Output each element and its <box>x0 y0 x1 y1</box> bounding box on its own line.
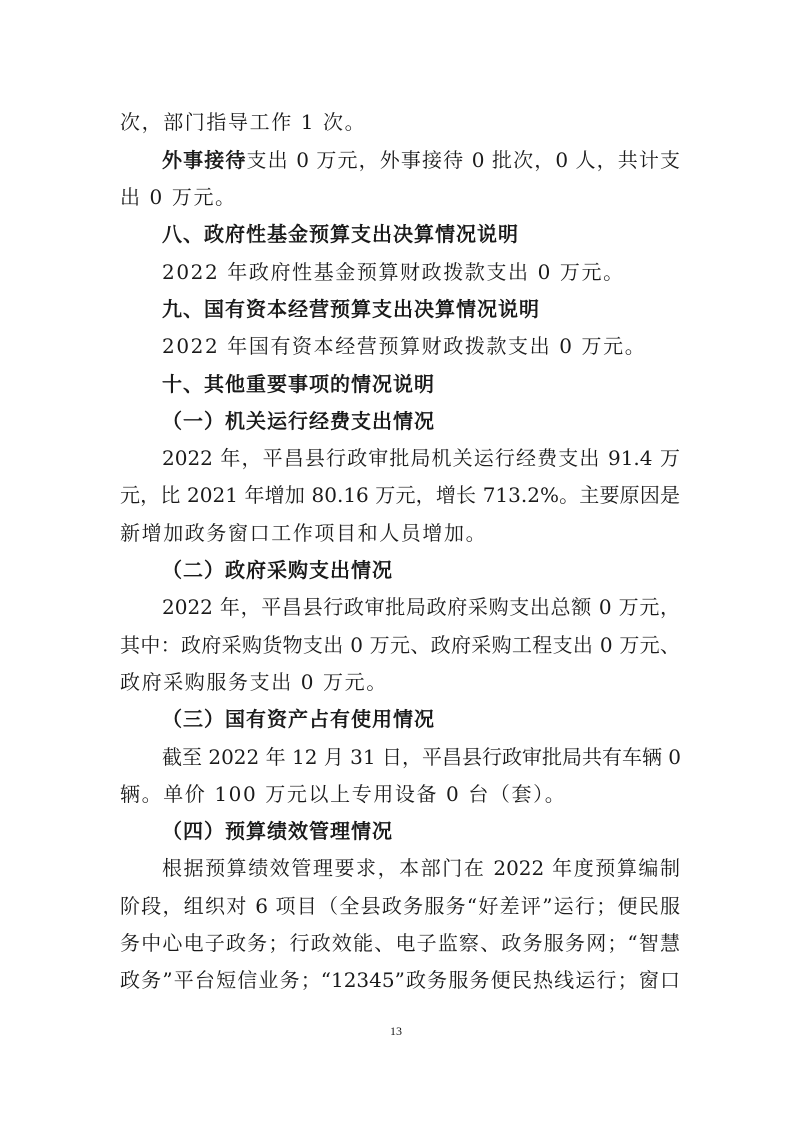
subsection-heading: （四）预算绩效管理情况 <box>162 819 393 843</box>
paragraph-line: 务中心电子政务；行政效能、电子监察、政务服务网；“智慧 <box>120 931 680 955</box>
paragraph-line: 辆。单价 100 万元以上专用设备 0 台（套）。 <box>120 782 567 806</box>
paragraph-line: 政府采购服务支出 0 万元。 <box>120 670 388 694</box>
paragraph-line <box>162 148 680 172</box>
paragraph-line: 其中：政府采购货物支出 0 万元、政府采购工程支出 0 万元、 <box>120 633 680 657</box>
paragraph-line: 元，比 2021 年增加 80.16 万元，增长 713.2%。主要原因是 <box>120 483 680 507</box>
paragraph-text: 支出 0 万元，外事接待 0 批次，0 人，共计支 <box>246 148 681 172</box>
section-heading: 九、国有资本经营预算支出决算情况说明 <box>162 297 540 321</box>
paragraph-line: 2022 年，平昌县行政审批局机关运行经费支出 91.4 万 <box>162 446 680 470</box>
paragraph-line: 2022 年，平昌县行政审批局政府采购支出总额 0 万元， <box>162 595 680 619</box>
paragraph-line: 2022 年政府性基金预算财政拨款支出 0 万元。 <box>162 260 625 284</box>
page-number: 13 <box>390 1024 402 1038</box>
paragraph-line: 阶段，组织对 6 项目（全县政务服务“好差评”运行；便民服 <box>120 894 680 918</box>
subsection-heading: （一）机关运行经费支出情况 <box>162 409 435 433</box>
paragraph-line: 出 0 万元。 <box>120 185 237 209</box>
paragraph-line: 截至 2022 年 12 月 31 日，平昌县行政审批局共有车辆 0 <box>162 745 682 769</box>
paragraph-line: 根据预算绩效管理要求，本部门在 2022 年度预算编制 <box>162 856 680 880</box>
section-heading: 十、其他重要事项的情况说明 <box>162 372 435 396</box>
subsection-heading: （二）政府采购支出情况 <box>162 558 393 582</box>
paragraph-line: 新增加政务窗口工作项目和人员增加。 <box>120 521 488 545</box>
paragraph-line: 2022 年国有资本经营预算财政拨款支出 0 万元。 <box>162 334 647 358</box>
bold-term: 外事接待 <box>162 148 247 172</box>
paragraph-line: 政务”平台短信业务；“12345”政务服务便民热线运行；窗口 <box>120 968 680 992</box>
section-heading: 八、政府性基金预算支出决算情况说明 <box>162 222 519 246</box>
paragraph-line: 次，部门指导工作 1 次。 <box>120 110 367 134</box>
subsection-heading: （三）国有资产占有使用情况 <box>162 707 435 731</box>
